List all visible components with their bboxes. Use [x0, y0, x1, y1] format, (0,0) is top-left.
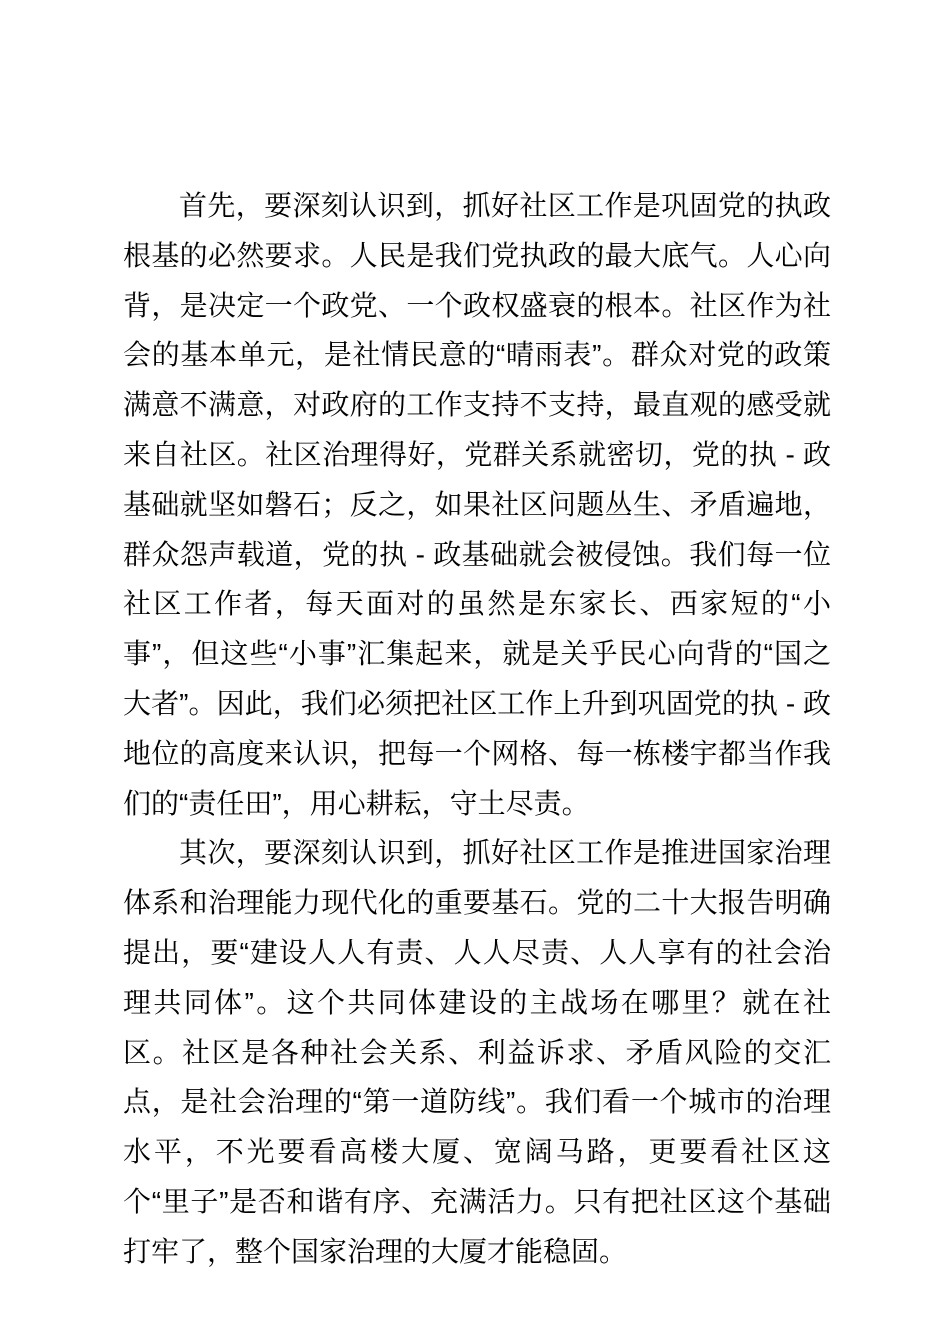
document-body-text [123, 181, 831, 1277]
paragraph-second: 其次，要深刻认识到，抓好社区工作是推进国家治理体系和治理能力现代化的重要基石。党的二十大报告明确提出，要“建设人人有责、人人尽责、人人享有的社会治理共同体”。这个共同体建设的主战场在哪里？就在社区。社区是各种社会关系、利益诉求、矛盾风险的交汇点，是社会治理的“第一道防线”。我们看一个城市的治理水平，不光要看高楼大厦、宽阔马路，更要看社区这个“里子”是否和谐有序、充满活力。只有把社区这个基础打牢了，整个国家治理的大厦才能稳固。 [123, 837, 831, 1267]
paragraph-first: 首先，要深刻认识到，抓好社区工作是巩固党的执政根基的必然要求。人民是我们党执政的最大底气。人心向背，是决定一个政党、一个政权盛衰的根本。社区作为社会的基本单元，是社情民意的“晴雨表”。群众对党的政策满意不满意，对政府的工作支持不支持，最直观的感受就来自社区。社区治理得好，党群关系就密切，党的执 - 政基础就坚如磐石；反之，如果社区问题丛生、矛盾遍地，群众怨声载道，党的执 - 政基础就会被侵蚀。我们每一位社区工作者，每天面对的虽然是东家长、西家短的“小事”，但这些“小事”汇集起来，就是关乎民心向背的“国之大者”。因此，我们必须把社区工作上升到巩固党的执 - 政地位的高度来认识，把每一个网格、每一栋楼宇都当作我们的“责任田”，用心耕耘，守土尽责。 [123, 190, 831, 819]
